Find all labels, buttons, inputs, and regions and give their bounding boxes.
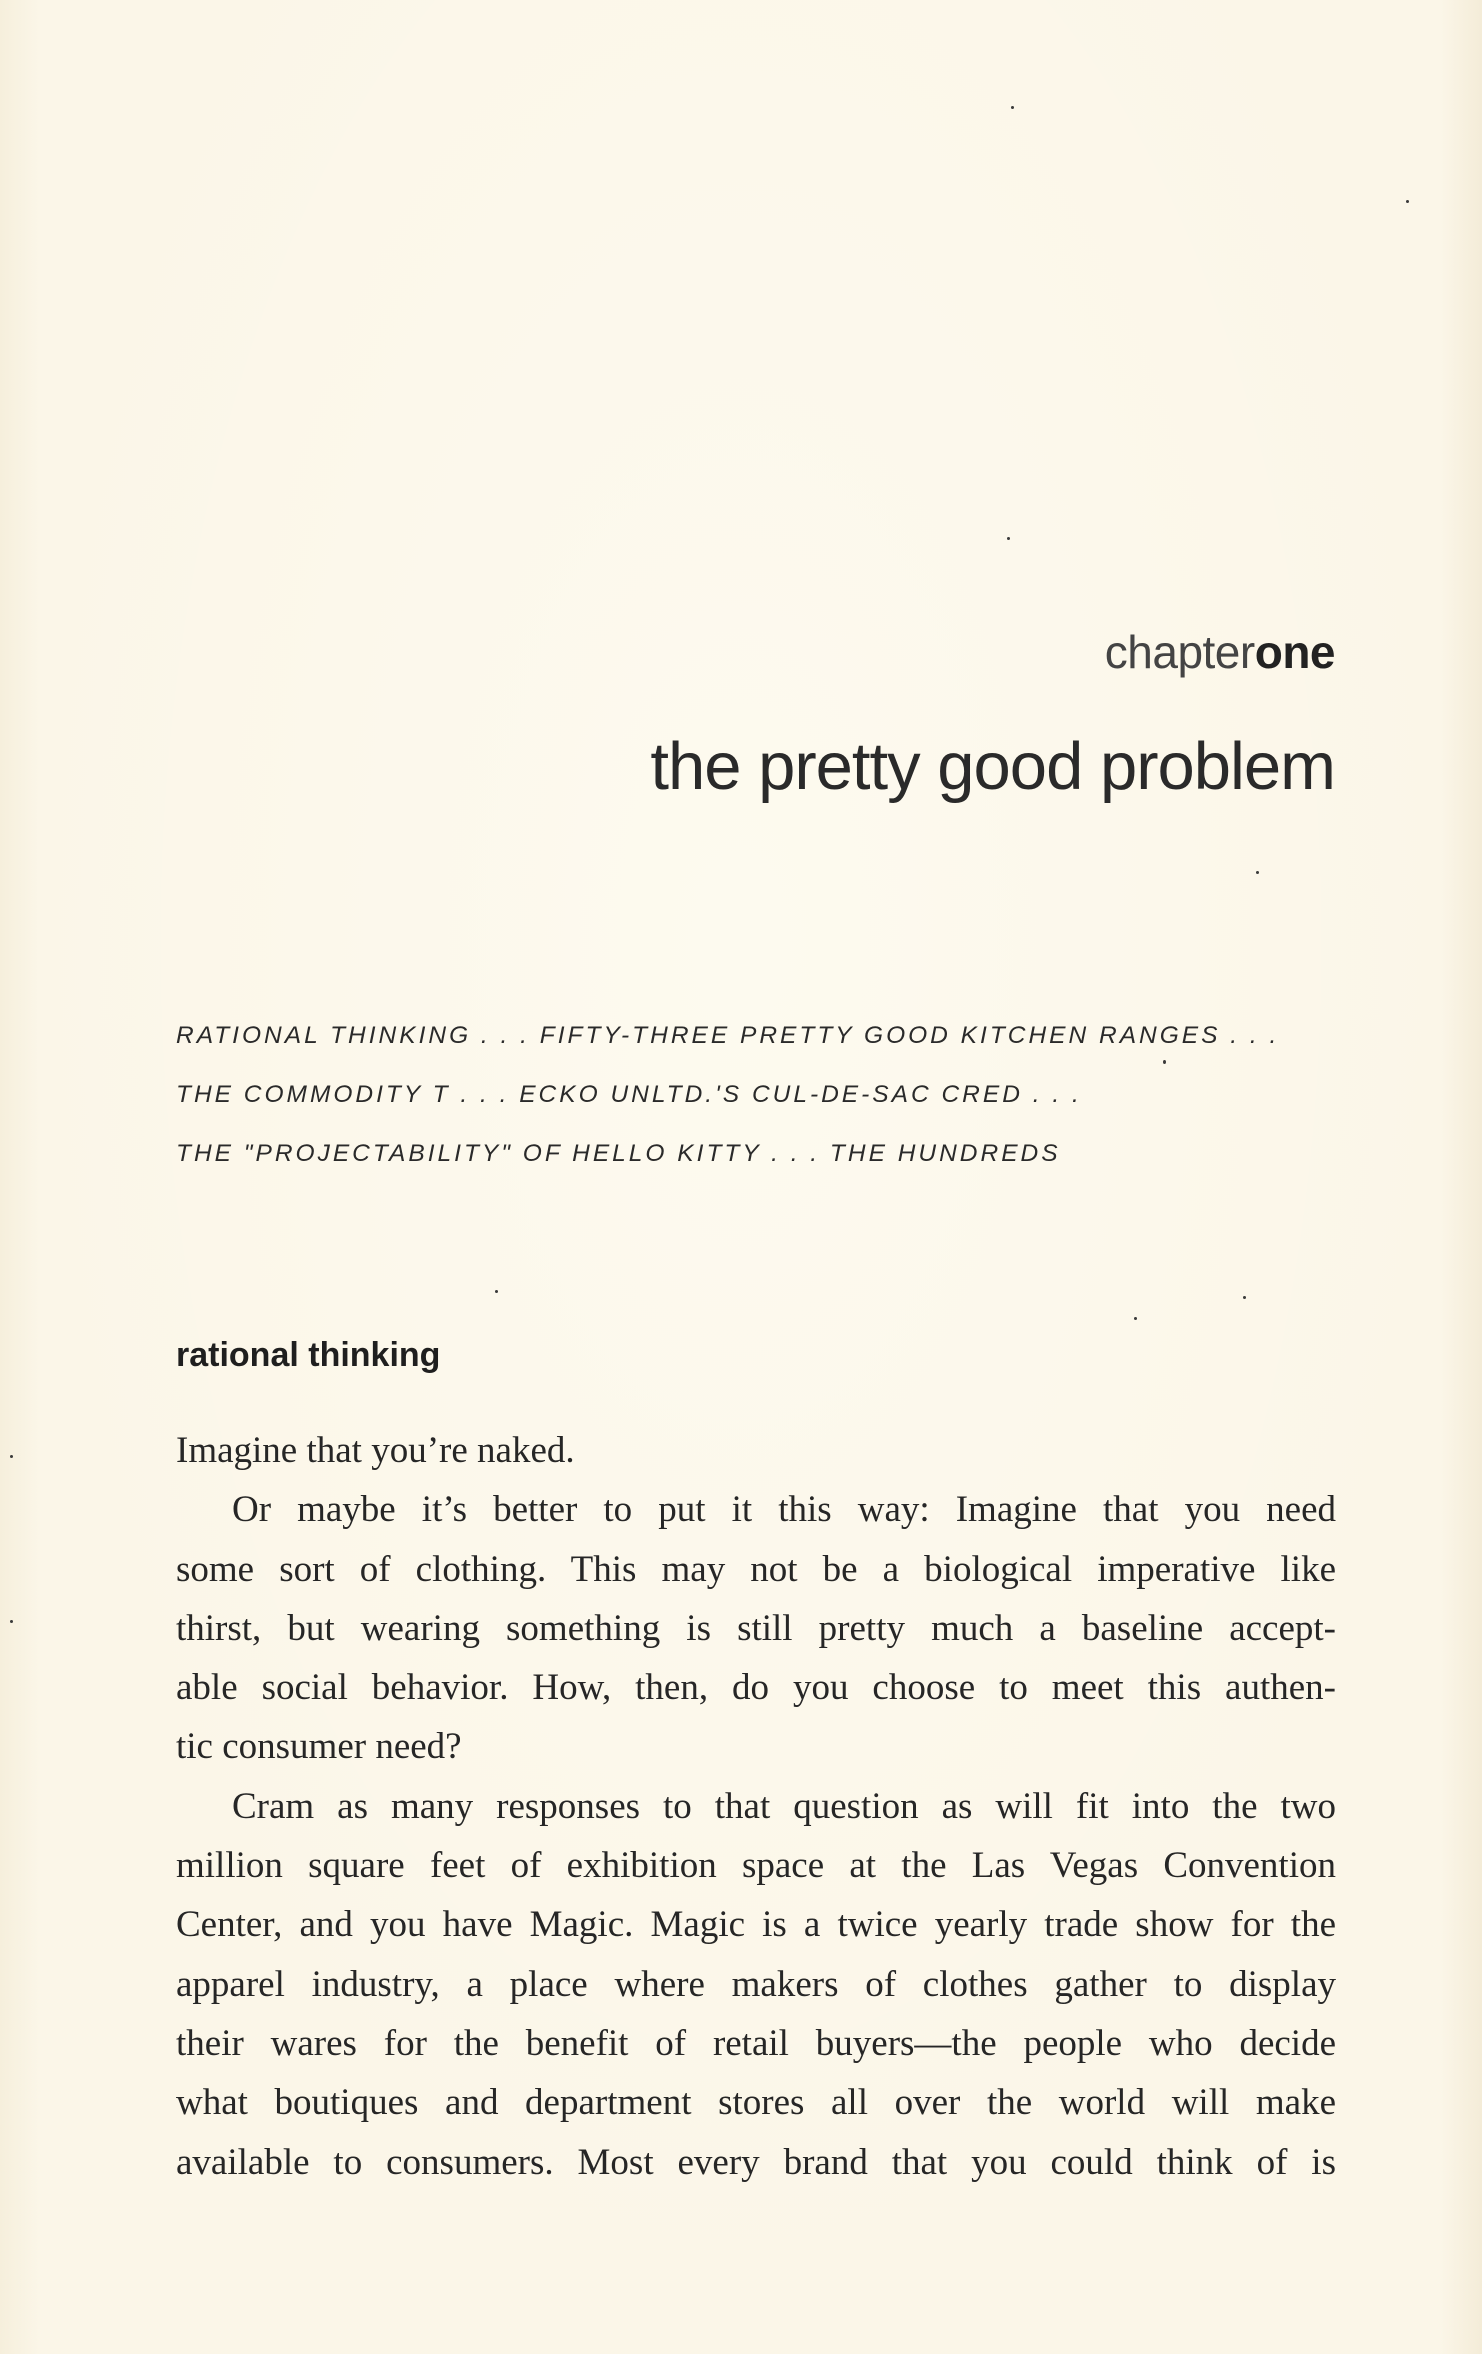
scan-speck — [495, 1290, 498, 1293]
section-heading: rational thinking — [176, 1336, 441, 1374]
scan-speck — [1011, 106, 1014, 109]
chapter-epigraph — [176, 1016, 1346, 1193]
scan-speck — [10, 1620, 13, 1623]
scan-speck — [1243, 1296, 1246, 1299]
scan-speck — [1007, 537, 1010, 540]
body-line: thirst, but wearing something is still pretty much a baseline accept- — [176, 1607, 1336, 1649]
body-line: able social behavior. How, then, do you choose to meet this authen- — [176, 1667, 1336, 1709]
body-line: what boutiques and department stores all over the world will make — [176, 2082, 1336, 2124]
chapter-label — [1105, 625, 1335, 679]
scan-speck — [1163, 1060, 1166, 1064]
body-line: Or maybe it’s better to put it this way: Imagine that you need — [232, 1489, 1336, 1531]
body-line: their wares for the benefit of retail buyers—the people who decide — [176, 2022, 1336, 2064]
epigraph-line: THE COMMODITY T . . . ECKO UNLTD.'S CUL-DE-SAC CRED . . . — [176, 1081, 1082, 1108]
body-line: million square feet of exhibition space at the Las Vegas Convention — [176, 1845, 1336, 1887]
body-line: Center, and you have Magic. Magic is a twice yearly trade show for the — [176, 1904, 1336, 1946]
body-line: apparel industry, a place where makers of clothes gather to display — [176, 1963, 1336, 2005]
scan-speck — [1406, 200, 1409, 203]
body-line: some sort of clothing. This may not be a biological imperative like — [176, 1548, 1336, 1590]
epigraph-line: THE "PROJECTABILITY" OF HELLO KITTY . . . THE HUNDREDS — [176, 1140, 1061, 1167]
epigraph-line: RATIONAL THINKING . . . FIFTY-THREE PRETTY GOOD KITCHEN RANGES . . . — [176, 1022, 1280, 1049]
scan-speck — [1256, 871, 1259, 874]
body-text — [176, 1421, 1336, 2192]
body-line: available to consumers. Most every brand that you could think of is — [176, 2141, 1336, 2183]
chapter-title: the pretty good problem — [650, 729, 1335, 804]
chapter-label-number: one — [1254, 626, 1335, 678]
body-line: Cram as many responses to that question as will fit into the two — [232, 1785, 1336, 1827]
chapter-label-prefix: chapter — [1104, 626, 1255, 678]
body-line: tic consumer need? — [176, 1726, 462, 1768]
body-line: Imagine that you’re naked. — [176, 1430, 575, 1471]
scan-speck — [10, 1455, 13, 1458]
scan-speck — [1134, 1317, 1137, 1320]
